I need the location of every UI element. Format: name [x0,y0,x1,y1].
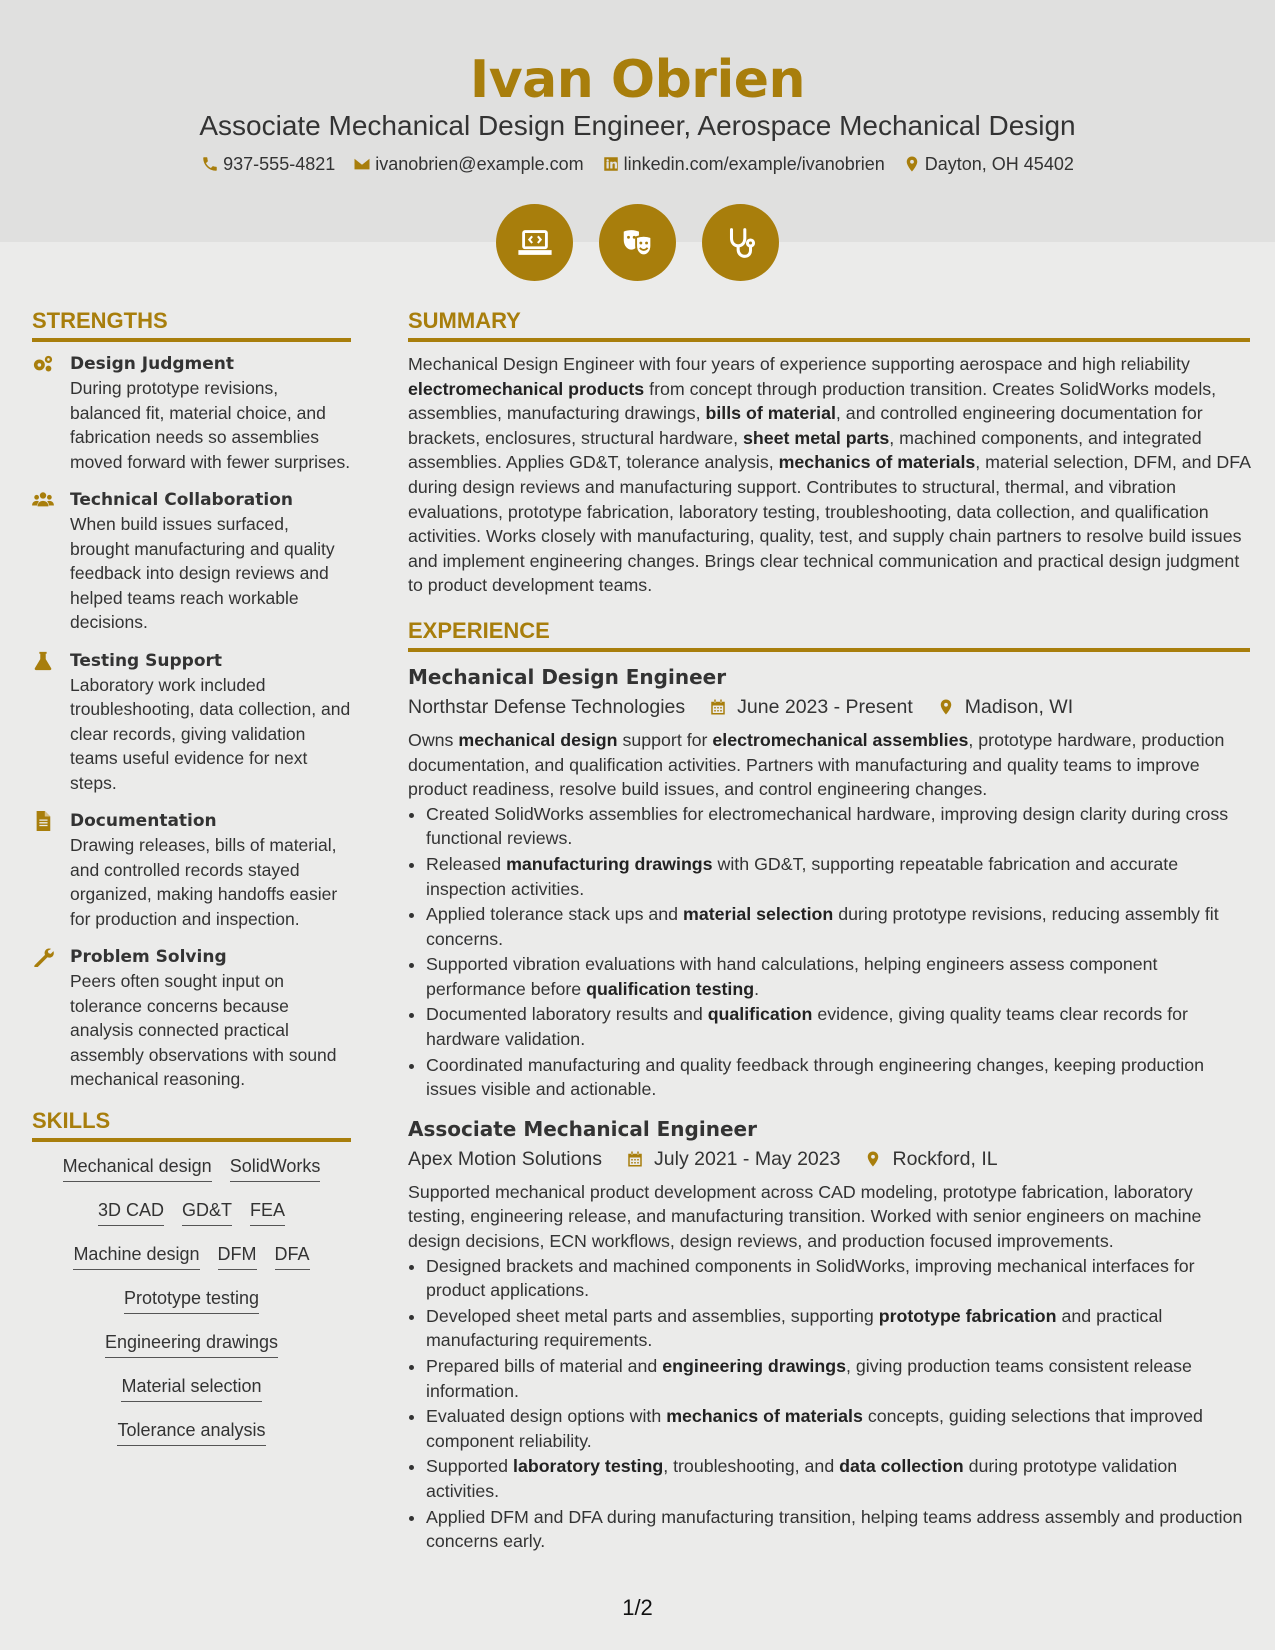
strength-item [32,809,351,931]
strengths-heading: STRENGTHS [32,306,351,342]
skill-tag: 3D CAD [98,1196,164,1226]
job-bullet: • Coordinated manufacturing and quality feedback through engineering changes, keeping production issues visible and actionable. [426,1053,1250,1102]
calendar-icon [709,698,727,716]
job-bullet: • Designed brackets and machined components in SolidWorks, improving mechanical interfaces for product applications. [426,1254,1250,1303]
stethoscope-badge [702,204,779,281]
strength-title: Testing Support [70,650,223,671]
strength-desc: During prototype revisions, balanced fit, material choice, and fabrication needs so assemblies moved forward with fewer surprises. [70,378,351,472]
strength-title: Design Judgment [70,354,235,374]
contact-bar [0,152,1275,176]
strength-item [32,488,351,635]
map-pin-icon [864,1150,882,1168]
strength-desc: Drawing releases, bills of material, and controlled records stayed organized, making handoffs easier for production and inspection. [70,835,338,929]
strength-title: Documentation [70,811,217,831]
skill-tag: DFM [218,1240,257,1270]
skill-tag: Machine design [73,1240,199,1270]
strength-item [32,649,351,796]
skill-row [32,1328,351,1358]
skill-tag: GD&T [182,1196,232,1226]
stethoscope-icon [722,224,760,262]
gears-icon [32,354,54,374]
job-bullet: • Supported laboratory testing, troubleshooting, and data collection during prototype validation activities. [426,1454,1250,1503]
job-bullets [408,1254,1250,1554]
skill-tag: FEA [250,1196,285,1226]
job-bullet: • Applied DFM and DFA during manufacturing transition, helping teams address assembly and production concerns early. [426,1505,1250,1554]
page-number: 1/2 [622,1595,653,1620]
linkedin-text: linkedin.com/example/ivanobrien [623,154,885,174]
right-column [408,306,1250,1566]
interest-badges [0,204,1275,281]
skill-row [32,1372,351,1402]
job-location: Rockford, IL [892,1147,998,1170]
job-bullet: • Prepared bills of material and engineering drawings, giving production teams consistent release information. [426,1354,1250,1403]
job-location: Madison, WI [964,695,1074,718]
job-bullet: • Supported vibration evaluations with hand calculations, helping engineers assess component performance before qualification testing. [426,952,1250,1001]
experience-heading: EXPERIENCE [408,616,1250,652]
skill-tag: Tolerance analysis [117,1416,265,1446]
contact-phone[interactable] [201,152,335,176]
job-description: Owns mechanical design support for electromechanical assemblies, prototype hardware, production documentation, and qualification activities. Partners with manufacturing and quality teams to improve product readiness, resolve build issues, and control engineering changes. [408,729,1225,800]
experience-list [408,662,1250,1554]
calendar-icon [626,1150,644,1168]
skills-heading: SKILLS [32,1106,351,1142]
masks-theater-icon [619,224,657,262]
job-bullet: • Evaluated design options with mechanics of materials concepts, guiding selections that improved component reliability. [426,1404,1250,1453]
job-bullet: • Documented laboratory results and qualification evidence, giving quality teams clear records for hardware validation. [426,1002,1250,1051]
summary-heading: SUMMARY [408,306,1250,342]
laptop-code-icon [516,224,554,262]
skill-tag: Prototype testing [124,1284,259,1314]
map-pin-icon [903,155,921,173]
contact-linkedin[interactable] [602,152,885,176]
linkedin-icon [602,155,620,173]
summary-text: Mechanical Design Engineer with four years of experience supporting aerospace and high reliability electromechanical products from concept through production transition. Creates SolidWorks models, assemblies, manufacturing drawings, bills of material, and controlled engineering documentation for brackets, enclosures, structural hardware, sheet metal parts, machined components, and integrated assemblies. Applies GD&T, tolerance analysis, mechanics of materials, material selection, DFM, and DFA during design reviews and manufacturing support. Contributes to structural, thermal, and vibration evaluations, prototype fabrication, laboratory testing, troubleshooting, data collection, and qualification activities. Works closely with manufacturing, quality, test, and supply chain partners to resolve build issues and implement engineering changes. Brings clear technical communication and practical design judgment to product development teams. [408,354,1251,596]
skill-tag: Engineering drawings [105,1328,278,1358]
job-bullet: • Released manufacturing drawings with GD&T, supporting repeatable fabrication and accurate inspection activities. [426,852,1250,901]
headline: Associate Mechanical Design Engineer, Aerospace Mechanical Design [199,110,1076,141]
job-title: Mechanical Design Engineer [408,664,727,689]
phone-icon [201,155,219,173]
skills-list [32,1152,351,1446]
left-column [32,306,351,1460]
skill-tag: SolidWorks [230,1152,321,1182]
skill-row [32,1240,351,1270]
job-company: Apex Motion Solutions [408,1147,603,1170]
laptop-code-badge [496,204,573,281]
wrench-icon [32,947,54,967]
phone-text: 937-555-4821 [223,154,336,174]
job-dates: July 2021 - May 2023 [654,1147,841,1170]
strength-desc: When build issues surfaced, brought manufacturing and quality feedback into design reviews and helped teams reach workable decisions. [70,514,335,632]
job-bullet: • Developed sheet metal parts and assemblies, supporting prototype fabrication and practical manufacturing requirements. [426,1304,1250,1353]
candidate-name: Ivan Obrien [469,50,806,110]
skill-row [32,1152,351,1182]
skill-row [32,1416,351,1446]
job-entry [408,662,1250,1102]
strength-item [32,352,351,474]
skill-tag: Mechanical design [63,1152,212,1182]
job-meta [408,1144,1250,1174]
strength-item [32,945,351,1092]
job-meta [408,692,1250,722]
job-bullet: • Applied tolerance stack ups and material selection during prototype revisions, reducing assembly fit concerns. [426,902,1250,951]
job-title: Associate Mechanical Engineer [408,1116,757,1141]
strength-desc: Peers often sought input on tolerance concerns because analysis connected practical assembly observations with sound mechanical reasoning. [70,971,337,1089]
strength-desc: Laboratory work included troubleshooting, data collection, and clear records, giving validation teams useful evidence for next steps. [70,674,351,793]
map-pin-icon [937,698,955,716]
location-text: Dayton, OH 45402 [924,154,1074,174]
job-description: Supported mechanical product development across CAD modeling, prototype fabrication, laboratory testing, engineering release, and manufacturing transition. Worked with senior engineers on machine design decisions, ECN workflows, design reviews, and production focused improvements. [408,1181,1202,1252]
email-text: ivanobrien@example.com [375,154,584,174]
skill-tag: Material selection [121,1372,261,1402]
envelope-icon [353,155,371,173]
flask-icon [32,651,54,671]
theater-masks-badge [599,204,676,281]
skill-row [32,1196,351,1226]
job-entry [408,1114,1250,1554]
job-bullets [408,802,1250,1102]
job-company: Northstar Defense Technologies [408,695,686,718]
job-bullet: • Created SolidWorks assemblies for electromechanical hardware, improving design clarity during cross functional reviews. [426,802,1250,851]
skill-row [32,1284,351,1314]
job-dates: June 2023 - Present [737,695,913,718]
users-icon [32,490,54,510]
skill-tag: DFA [275,1240,310,1270]
strength-title: Problem Solving [70,947,227,967]
contact-location [903,152,1074,176]
file-icon [32,811,54,831]
strength-title: Technical Collaboration [70,490,293,510]
contact-email[interactable] [353,152,583,176]
